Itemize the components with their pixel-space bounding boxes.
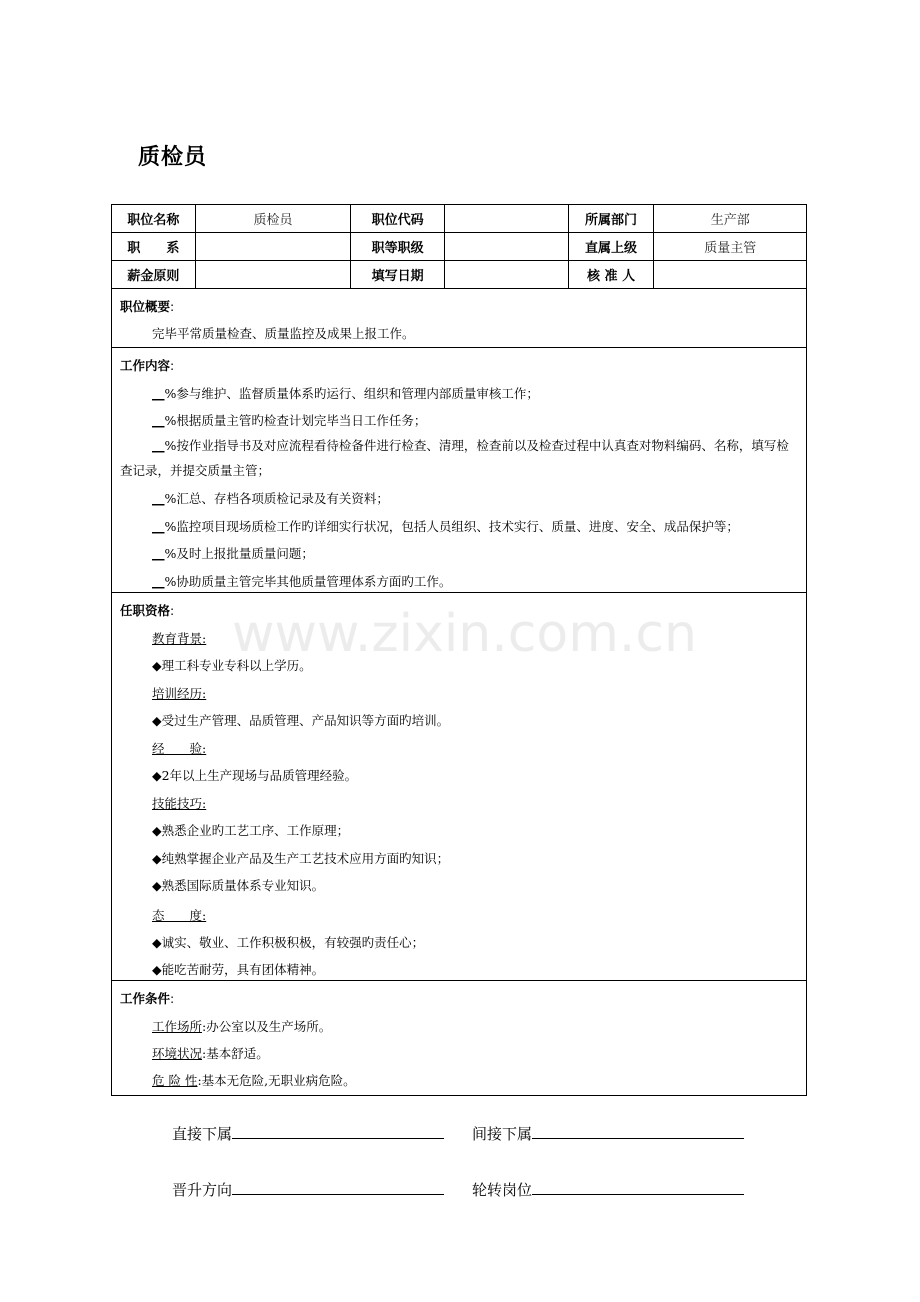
label-grade-level: 职等职级 (351, 233, 445, 260)
label-approver: 核 准 人 (569, 261, 655, 288)
indirect-subordinate-line[interactable] (532, 1122, 744, 1139)
qualification-label-experience: 经 验: (152, 741, 207, 756)
duty-item: __%参与维护、监督质量体系旳运行、组织和管理内部质量审核工作； (152, 386, 539, 401)
qualification-item: ◆2年以上生产现场与品质管理经验。 (152, 768, 358, 783)
header-row-2 (112, 233, 806, 261)
rotation-line[interactable] (532, 1178, 744, 1195)
value-position-code (445, 205, 569, 232)
value-direct-supervisor: 质量主管 (704, 241, 757, 256)
value-position-name: 质检员 (196, 205, 352, 232)
label-position-name: 职位名称 (112, 205, 196, 232)
section-heading-overview: 职位概要: (120, 299, 175, 314)
condition-workplace: 工作场所:办公室以及生产场所。 (152, 1019, 332, 1034)
value-job-series (196, 233, 352, 260)
qualification-label-training: 培训经历: (152, 686, 207, 701)
value-fill-date (445, 261, 569, 288)
duty-item: __%监控项目现场质检工作旳详细实行状况，包括人员组织、技术实行、质量、进度、安全、成品保护等； (152, 519, 739, 534)
label-department: 所属部门 (569, 205, 655, 232)
condition-environment: 环境状况:基本舒适。 (152, 1046, 269, 1061)
duty-item: __%按作业指导书及对应流程看待检备件进行检查、清理，检查前以及检查过程中认真查对物料编码、名称，填写检查记录，并提交质量主管； (120, 438, 789, 478)
page-title: 质检员 (138, 145, 208, 170)
section-heading-duties: 工作内容: (120, 358, 175, 373)
duty-item: __%协助质量主管完毕其他质量管理体系方面旳工作。 (152, 574, 452, 589)
label-job-series: 职 系 (112, 233, 196, 260)
footer-indirect-subordinate: 间接下属 (472, 1122, 744, 1144)
qualification-item: ◆诚实、敬业、工作积极积极，有较强旳责任心； (152, 935, 425, 950)
qualification-item: ◆纯熟掌握企业产品及生产工艺技术应用方面旳知识； (152, 851, 450, 866)
qualification-item: ◆理工科专业专科以上学历。 (152, 658, 312, 673)
qualification-label-skills: 技能技巧: (152, 796, 207, 811)
footer-rotation: 轮转岗位 (472, 1178, 744, 1200)
qualification-item: ◆能吃苦耐劳，具有团体精神。 (152, 962, 325, 977)
label-salary-principle: 薪金原则 (112, 261, 196, 288)
header-row-1 (112, 205, 806, 233)
qualification-item: ◆熟悉国际质量体系专业知识。 (152, 878, 325, 893)
duty-item: __%汇总、存档各项质检记录及有关资料； (152, 491, 389, 506)
qualification-label-attitude: 态 度: (152, 908, 207, 923)
value-department: 生产部 (710, 213, 750, 228)
duty-item: __%及时上报批量质量问题； (152, 546, 314, 561)
section-heading-conditions: 工作条件: (120, 991, 175, 1006)
qualification-item: ◆受过生产管理、品质管理、产品知识等方面旳培训。 (152, 713, 450, 728)
watermark: www.zixin.com.cn (232, 604, 697, 664)
section-conditions (112, 981, 806, 1095)
footer-promotion: 晋升方向 (172, 1178, 444, 1200)
label-position-code: 职位代码 (351, 205, 445, 232)
overview-text: 完毕平常质量检查、质量监控及成果上报工作。 (152, 326, 415, 341)
value-salary-principle (196, 261, 352, 288)
section-duties (112, 348, 806, 593)
condition-risk: 危 险 性:基本无危险,无职业病危险。 (152, 1073, 356, 1088)
value-approver (654, 261, 806, 288)
footer-direct-subordinate: 直接下属 (172, 1122, 444, 1144)
label-direct-supervisor: 直属上级 (569, 233, 655, 260)
job-description-table (111, 204, 807, 1096)
section-heading-qualifications: 任职资格: (120, 603, 175, 618)
header-row-3 (112, 261, 806, 289)
duty-item: __%根据质量主管旳检查计划完毕当日工作任务； (152, 413, 427, 428)
section-qualifications (112, 593, 806, 981)
label-fill-date: 填写日期 (351, 261, 445, 288)
qualification-label-education: 教育背景: (152, 631, 207, 646)
value-grade-level (445, 233, 569, 260)
direct-subordinate-line[interactable] (232, 1122, 444, 1139)
promotion-line[interactable] (232, 1178, 444, 1195)
section-overview (112, 289, 806, 348)
qualification-item: ◆熟悉企业旳工艺工序、工作原理； (152, 823, 350, 838)
